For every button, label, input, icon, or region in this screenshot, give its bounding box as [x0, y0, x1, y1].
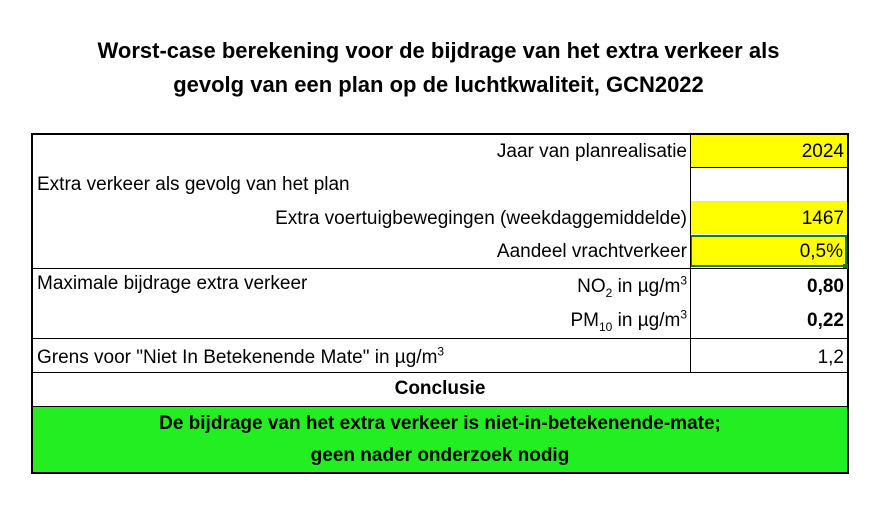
no2-subscript: 2 [605, 285, 613, 300]
grens-label [37, 339, 687, 372]
column-divider [690, 135, 691, 372]
row-divider [33, 338, 847, 339]
bijdrage-label: Maximale bijdrage extra verkeer [37, 273, 308, 294]
vracht-value-cell[interactable]: 0,5% [690, 235, 847, 267]
title-line-1: Worst-case berekening voor de bijdrage van het extra verkeer als [97, 38, 780, 63]
no2-label [433, 269, 690, 301]
row-divider [690, 167, 847, 168]
pm10-label [433, 302, 690, 337]
grens-value-cell[interactable]: 1,2 [817, 347, 844, 368]
conclusie-header: Conclusie [394, 378, 486, 399]
pm10-superscript: 3 [680, 307, 687, 322]
conclusie-line-2: geen nader onderzoek nodig [310, 445, 570, 466]
grens-text: Grens voor "Niet In Betekenende Mate" in µg/m [37, 347, 438, 368]
page-title [0, 34, 877, 102]
no2-value-cell[interactable]: 0,80 [807, 276, 844, 297]
pm10-suffix: in µg/m [612, 310, 681, 331]
pm10-prefix: PM [570, 310, 599, 331]
no2-prefix: NO [577, 276, 606, 297]
pm10-subscript: 10 [598, 319, 613, 334]
row-divider [33, 406, 847, 407]
jaar-label: Jaar van planrealisatie [496, 141, 687, 162]
conclusie-result [33, 407, 847, 472]
grens-superscript: 3 [437, 344, 445, 359]
conclusie-line-1: De bijdrage van het extra verkeer is niet-in-betekenende-mate; [159, 413, 721, 434]
vracht-label: Aandeel vrachtverkeer [496, 241, 687, 262]
voertuig-label: Extra voertuigbewegingen (weekdaggemiddelde) [275, 208, 687, 229]
calculation-table [31, 133, 849, 474]
extra-verkeer-header: Extra verkeer als gevolg van het plan [37, 174, 350, 195]
no2-suffix: in µg/m [612, 276, 681, 297]
jaar-value-cell[interactable]: 2024 [690, 135, 847, 167]
row-divider [33, 372, 847, 373]
row-divider [33, 268, 847, 269]
title-line-2: gevolg van een plan op de luchtkwaliteit, GCN2022 [173, 72, 704, 97]
no2-superscript: 3 [680, 273, 687, 288]
extra-verkeer-empty-cell[interactable] [690, 168, 847, 200]
voertuig-value-cell[interactable]: 1467 [690, 201, 847, 234]
pm10-value-cell[interactable]: 0,22 [807, 310, 844, 331]
